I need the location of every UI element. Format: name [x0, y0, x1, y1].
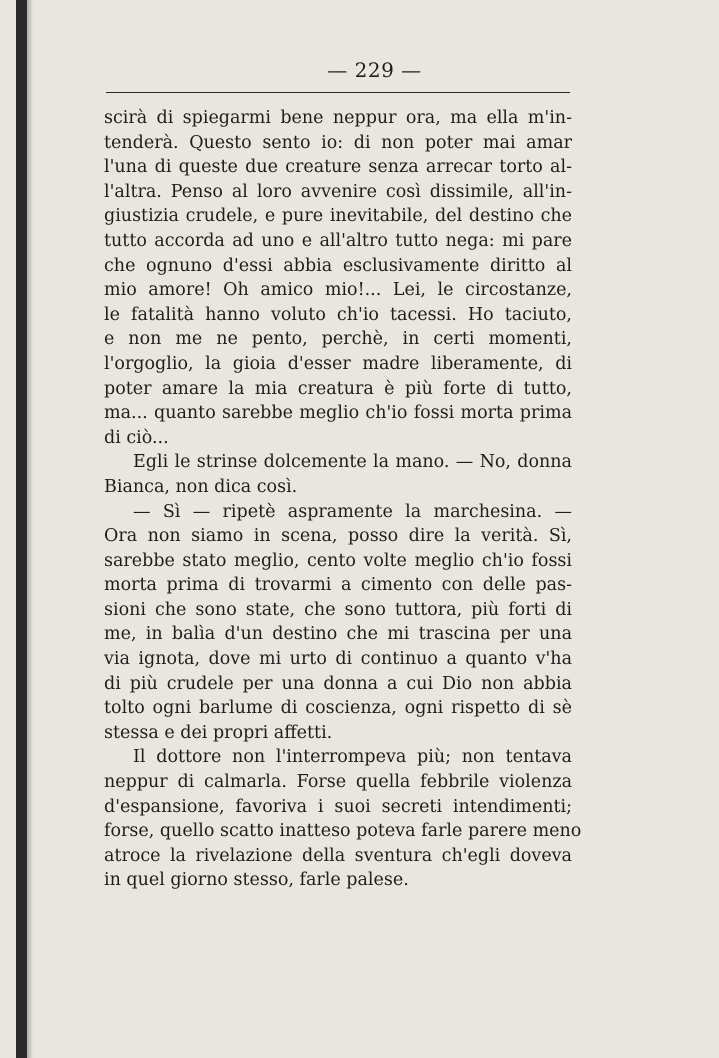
text-line: Ora non siamo in scena, posso dire la verità. Sì,	[104, 526, 572, 547]
text-line: l'altra. Penso al loro avvenire così dissimile, all'in-	[104, 181, 572, 202]
text-line: Il dottore non l'interrompeva più; non tentava	[133, 747, 572, 768]
text-line: stessa e dei propri affetti.	[104, 722, 333, 743]
body-text	[104, 106, 582, 893]
text-line: Bianca, non dica così.	[104, 476, 298, 497]
text-line: via ignota, dove mi urto di continuo a quanto v'ha	[104, 649, 572, 670]
page-number: — 229 —	[327, 58, 422, 82]
text-line: scirà di spiegarmi bene neppur ora, ma ella m'in-	[104, 108, 572, 128]
text-line: di ciò...	[104, 427, 169, 448]
text-line: me, in balìa d'un destino che mi trascina per una	[104, 624, 572, 645]
text-line: sarebbe stato meglio, cento volte meglio ch'io fossi	[104, 550, 572, 571]
text-line: Egli le strinse dolcemente la mano. — No, donna	[133, 452, 572, 473]
text-line: in quel giorno stesso, farle palese.	[104, 870, 409, 891]
text-line: tenderà. Questo sento io: di non poter mai amar	[104, 132, 572, 153]
text-line: che ognuno d'essi abbia esclusivamente diritto al	[104, 255, 572, 276]
gutter-shadow	[27, 0, 33, 1058]
text-line: mio amore! Oh amico mio!... Lei, le circostanze,	[104, 280, 572, 301]
text-line: tutto accorda ad uno e all'altro tutto nega: mi pare	[104, 230, 572, 251]
text-line: di più crudele per una donna a cui Dio non abbia	[104, 673, 572, 694]
text-line: sioni che sono state, che sono tuttora, più forti di	[104, 599, 572, 620]
text-line: atroce la rivelazione della sventura ch'egli doveva	[104, 845, 572, 866]
text-line: d'espansione, favoriva i suoi secreti intendimenti;	[104, 796, 572, 817]
text-line: e non me ne pento, perchè, in certi momenti,	[104, 329, 572, 350]
text-line: ma... quanto sarebbe meglio ch'io fossi morta prima	[104, 403, 572, 424]
text-line: le fatalità hanno voluto ch'io tacessi. Ho taciuto,	[104, 304, 572, 325]
text-line: forse, quello scatto inatteso poteva farle parere meno	[104, 821, 582, 842]
text-line: — Sì — ripetè aspramente la marchesina. —	[133, 501, 572, 522]
text-line: l'orgoglio, la gioia d'esser madre liberamente, di	[104, 353, 572, 374]
text-line: neppur di calmarla. Forse quella febbrile violenza	[104, 772, 572, 793]
header-rule	[106, 92, 570, 93]
text-line: morta prima di trovarmi a cimento con delle pas-	[104, 575, 572, 596]
text-line: giustizia crudele, e pure inevitabile, del destino che	[104, 206, 572, 227]
book-spine-edge	[16, 0, 27, 1058]
text-line: l'una di queste due creature senza arrecar torto al-	[104, 157, 572, 178]
text-line: tolto ogni barlume di coscienza, ogni rispetto di sè	[104, 698, 572, 719]
text-line: poter amare la mia creatura è più forte di tutto,	[104, 378, 572, 399]
